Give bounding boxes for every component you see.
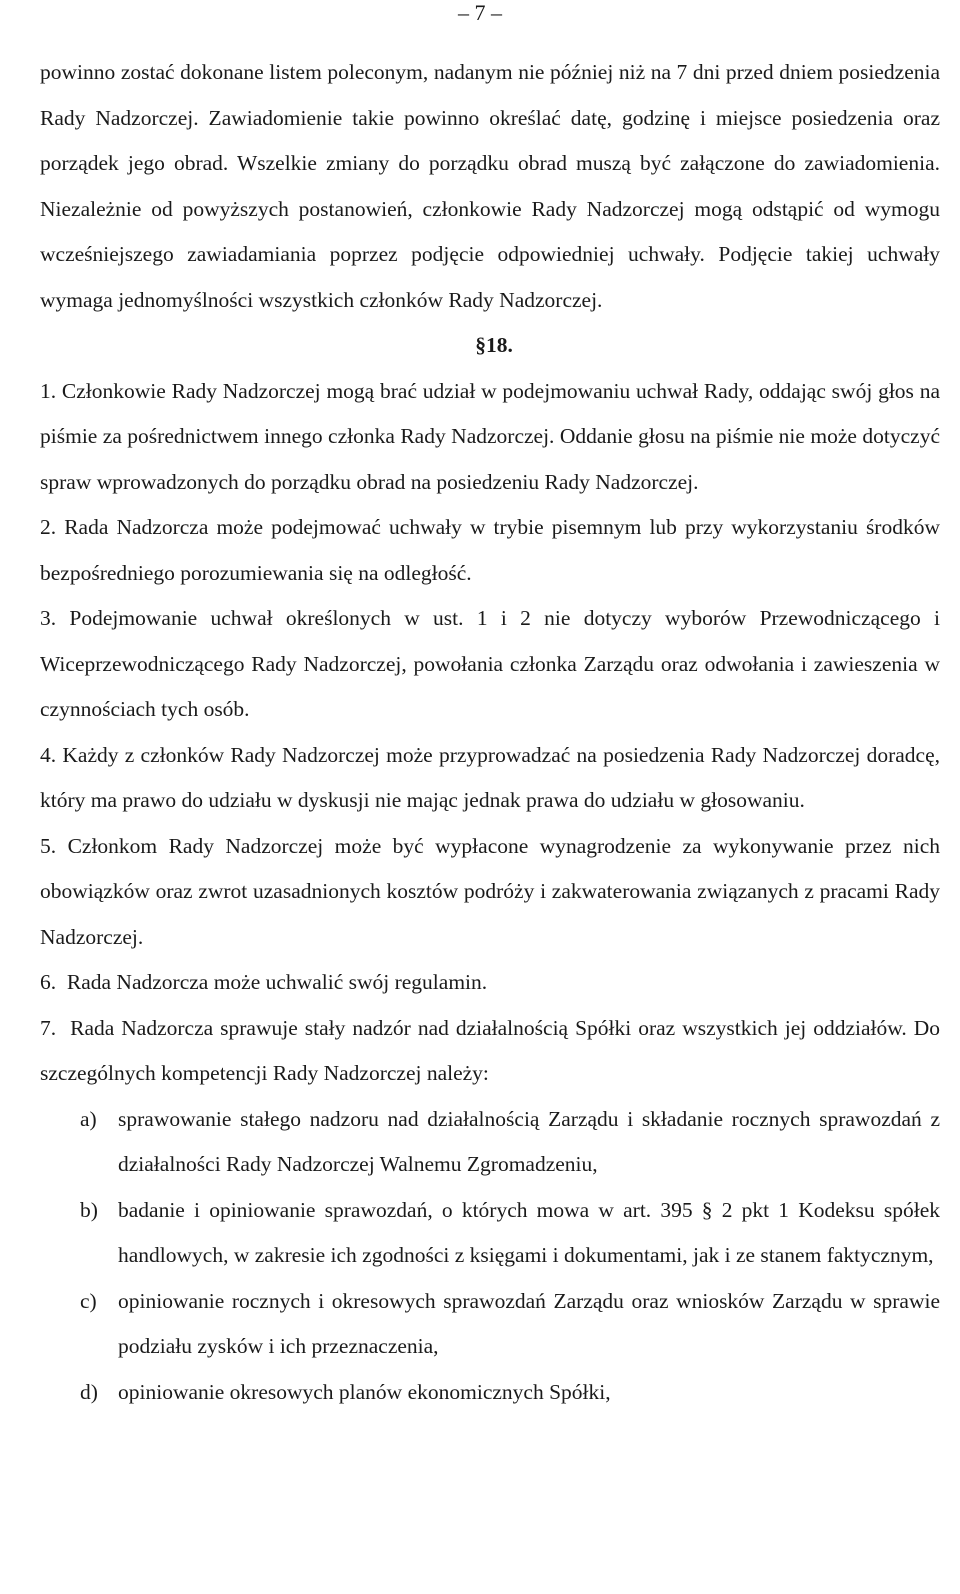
item-number: 1. xyxy=(40,378,57,403)
item-number: 2. xyxy=(40,515,57,539)
sub-item-letter: d) xyxy=(80,1379,98,1404)
page-number: – 7 – xyxy=(458,0,502,25)
document-body xyxy=(40,50,940,1415)
list-item xyxy=(40,824,940,961)
list-item xyxy=(40,960,940,1006)
intro-paragraph: powinno zostać dokonane listem poleconym, nadanym nie później niż na 7 dni przed dniem posiedzenia Rady Nadzorczej. Zawiadomienie takie powinno określać datę, godzinę i miejsce posiedzenia oraz porządek jego obrad. Wszelkie zmiany do porządku obrad muszą być załączone do zawiadomienia. Niezależnie od powyższych postanowień, członkowie Rady Nadzorczej mogą odstąpić od wymogu wcześniejszego zawiadamiania poprzez podjęcie odpowiedniej uchwały. Podjęcie takiej uchwały wymaga jednomyślności wszystkich członków Rady Nadzorczej. xyxy=(40,60,940,312)
sub-list-item xyxy=(40,1370,940,1416)
item-text: Rada Nadzorcza może uchwalić swój regulamin. xyxy=(66,970,488,994)
list-item xyxy=(40,369,940,506)
list-item xyxy=(40,1006,940,1097)
item-number: 7. xyxy=(40,1015,57,1040)
sub-item-text: badanie i opiniowanie sprawozdań, o których mowa w art. 395 § 2 pkt 1 Kodeksu spółek handlowych, w zakresie ich zgodności z księgami i dokumentami, jak i ze stanem faktycznym, xyxy=(118,1197,940,1267)
list-item xyxy=(40,505,940,596)
item-number: 6. xyxy=(40,970,57,994)
sub-item-text: opiniowanie okresowych planów ekonomicznych Spółki, xyxy=(118,1379,611,1404)
item-number: 3. xyxy=(40,606,57,630)
sub-list-item xyxy=(40,1097,940,1188)
item-text: Członkowie Rady Nadzorczej mogą brać udział w podejmowaniu uchwał Rady, oddając swój głos na piśmie za pośrednictwem innego członka Rady Nadzorczej. Oddanie głosu na piśmie nie może dotyczyć spraw wprowadzonych do porządku obrad na posiedzeniu Rady Nadzorczej. xyxy=(40,378,941,494)
item-text: Członkom Rady Nadzorczej może być wypłacone wynagrodzenie za wykonywanie przez nich obowiązków oraz zwrot uzasadnionych kosztów podróży i zakwaterowania związanych z pracami Rady Nadzorczej. xyxy=(40,833,941,949)
list-item xyxy=(40,596,940,733)
item-text: Rada Nadzorcza sprawuje stały nadzór nad działalnością Spółki oraz wszystkich jej oddziałów. Do szczególnych kompetencji Rady Nadzorczej należy: xyxy=(40,1015,941,1085)
item-number: 5. xyxy=(40,833,57,858)
sub-item-text: sprawowanie stałego nadzoru nad działalnością Zarządu i składanie rocznych sprawozdań z działalności Rady Nadzorczej Walnemu Zgromadzeniu, xyxy=(118,1106,940,1176)
sub-item-letter: c) xyxy=(80,1288,97,1313)
sub-item-letter: a) xyxy=(80,1106,97,1131)
list-item xyxy=(40,733,940,824)
item-text: Każdy z członków Rady Nadzorczej może przyprowadzać na posiedzenia Rady Nadzorczej doradcę, który ma prawo do udziału w dyskusji nie mając jednak prawa do udziału w głosowaniu. xyxy=(40,742,941,812)
item-text: Rada Nadzorcza może podejmować uchwały w trybie pisemnym lub przy wykorzystaniu środków bezpośredniego porozumiewania się na odległość. xyxy=(40,515,940,585)
section-heading: §18. xyxy=(475,333,513,357)
sub-list-item xyxy=(40,1279,940,1370)
item-number: 4. xyxy=(40,742,57,767)
sub-list-item xyxy=(40,1188,940,1279)
sub-item-letter: b) xyxy=(80,1197,98,1222)
sub-item-text: opiniowanie rocznych i okresowych sprawozdań Zarządu oraz wniosków Zarządu w sprawie podziału zysków i ich przeznaczenia, xyxy=(118,1288,940,1358)
item-text: Podejmowanie uchwał określonych w ust. 1 i 2 nie dotyczy wyborów Przewodniczącego i Wiceprzewodniczącego Rady Nadzorczej, powołania członka Zarządu oraz odwołania i zawieszenia w czynnościach tych osób. xyxy=(40,606,940,721)
